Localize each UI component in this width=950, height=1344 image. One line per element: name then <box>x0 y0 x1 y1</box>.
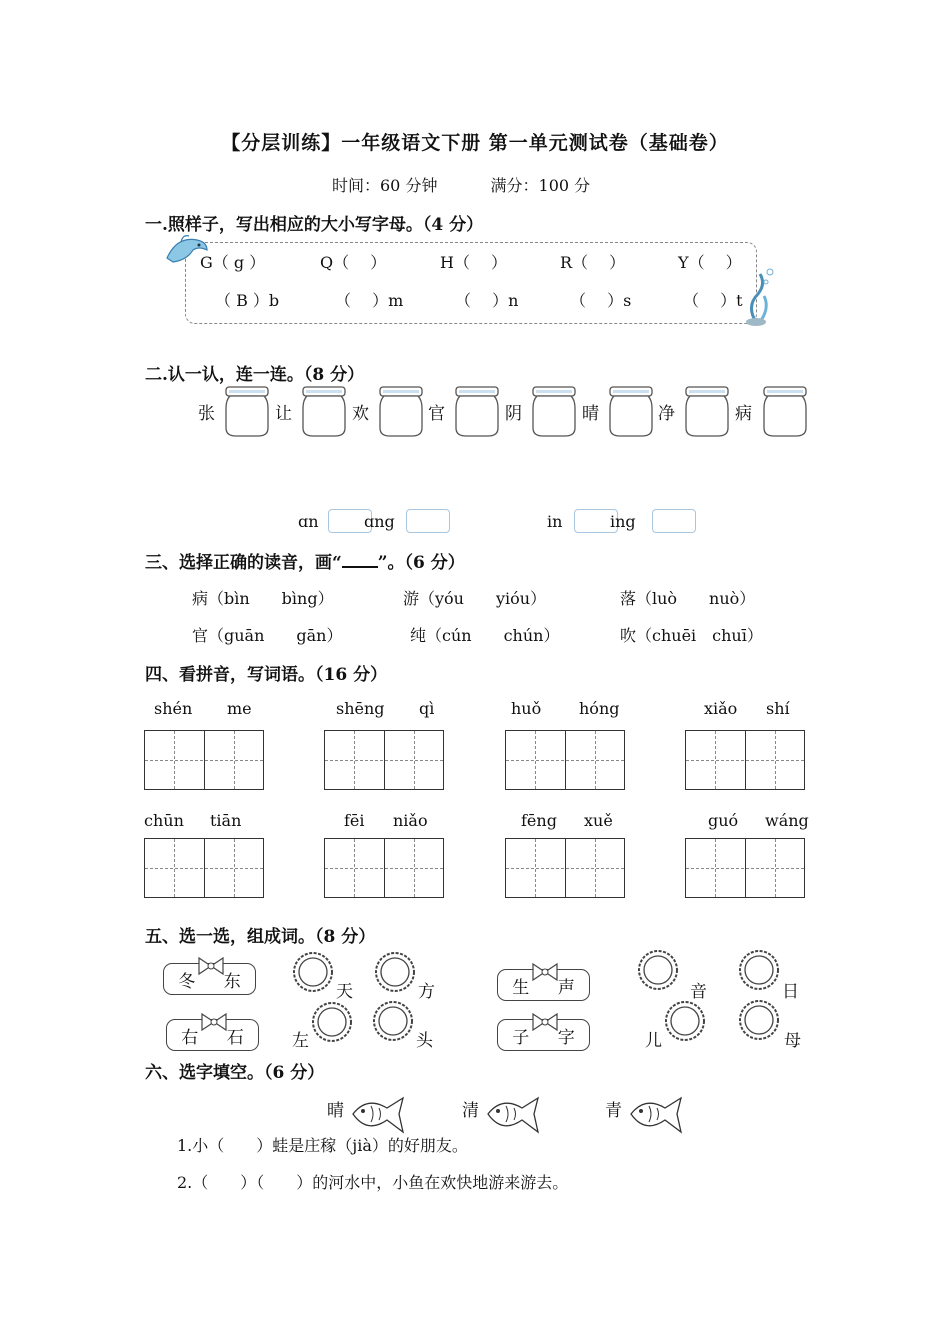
fish-icon <box>627 1092 685 1138</box>
reading-choice: 官（guān gān） <box>192 626 343 645</box>
reading-choice: 游（yóu yióu） <box>403 589 547 608</box>
char-label: 让 <box>275 404 292 424</box>
jar-icon <box>762 386 808 438</box>
section-1-heading: 一.照样子，写出相应的大小写字母。（4 分） <box>145 215 484 235</box>
card-char: 字 <box>557 1027 575 1048</box>
letter-pair: Q（ ） <box>320 253 387 272</box>
writing-grid[interactable] <box>505 838 625 898</box>
pinyin: xiǎo <box>704 699 738 718</box>
card-char: 石 <box>226 1027 244 1048</box>
flower-blank-icon[interactable] <box>292 951 334 993</box>
reading-choice: 病（bìn bìng） <box>192 589 334 608</box>
card-char: 子 <box>512 1027 530 1048</box>
pinyin: niǎo <box>393 811 428 830</box>
section-3-heading <box>145 548 465 573</box>
char-label: 官 <box>428 404 445 424</box>
word-char: 母 <box>784 1031 801 1051</box>
pinyin: chūn <box>144 811 184 830</box>
char-label: 病 <box>735 404 752 424</box>
pinyin: shén <box>154 699 193 718</box>
word-char: 日 <box>782 982 799 1002</box>
match-target[interactable] <box>652 509 696 533</box>
pinyin: tiān <box>210 811 242 830</box>
writing-grid[interactable] <box>685 730 805 790</box>
writing-grid[interactable] <box>505 730 625 790</box>
flower-blank-icon[interactable] <box>637 949 679 991</box>
bow-icon <box>530 962 560 982</box>
final-label: ɑng <box>364 512 395 531</box>
jar-icon <box>224 386 270 438</box>
pinyin: guó <box>708 811 739 830</box>
section-6-heading: 六、选字填空。（6 分） <box>145 1063 325 1083</box>
match-target[interactable] <box>406 509 450 533</box>
jar-icon <box>301 386 347 438</box>
flower-blank-icon[interactable] <box>738 949 780 991</box>
writing-grid[interactable] <box>144 838 264 898</box>
card-char: 声 <box>557 977 575 998</box>
bow-icon <box>196 956 226 976</box>
exam-score: 满分：100 分 <box>490 176 591 195</box>
flower-blank-icon[interactable] <box>311 1001 353 1043</box>
section-3-heading-prefix: 三、选择正确的读音，画“ <box>145 553 342 573</box>
writing-grid[interactable] <box>324 838 444 898</box>
card-char: 冬 <box>178 971 196 992</box>
flower-blank-icon[interactable] <box>738 999 780 1041</box>
jar-icon <box>684 386 730 438</box>
card-char: 生 <box>512 977 530 998</box>
fish-icon <box>484 1092 542 1138</box>
page-title: 【分层训练】一年级语文下册 第一单元测试卷（基础卷） <box>221 132 729 154</box>
option-char: 清 <box>462 1101 479 1121</box>
bow-icon <box>199 1012 229 1032</box>
final-label: ɑn <box>298 512 319 531</box>
letter-pair: H（ ） <box>440 253 508 272</box>
jar-icon <box>608 386 654 438</box>
pinyin: shēng <box>336 699 385 718</box>
word-char: 方 <box>418 982 435 1002</box>
bow-icon <box>530 1012 560 1032</box>
writing-grid[interactable] <box>324 730 444 790</box>
word-char: 音 <box>690 982 707 1002</box>
reading-choice: 落（luò nuò） <box>620 589 756 608</box>
letter-pair: （ ）t <box>683 291 743 310</box>
writing-grid[interactable] <box>685 838 805 898</box>
final-label: ing <box>610 512 636 531</box>
flower-blank-icon[interactable] <box>374 951 416 993</box>
char-label: 晴 <box>582 404 599 424</box>
card-char: 右 <box>181 1027 199 1048</box>
exam-meta <box>332 173 638 196</box>
writing-grid[interactable] <box>144 730 264 790</box>
pinyin: huǒ <box>511 699 542 718</box>
letter-pair: G（ g ） <box>200 253 266 272</box>
section-5-heading: 五、选一选，组成词。（8 分） <box>145 927 376 947</box>
word-char: 天 <box>336 982 353 1002</box>
jar-icon <box>454 386 500 438</box>
pinyin: wáng <box>765 811 809 830</box>
card-char: 东 <box>223 971 241 992</box>
fish-icon <box>349 1092 407 1138</box>
word-char: 左 <box>292 1031 309 1051</box>
word-char: 儿 <box>645 1031 662 1051</box>
letter-pair: （ ）m <box>335 291 404 310</box>
pinyin: qì <box>419 699 435 718</box>
char-label: 张 <box>198 404 215 424</box>
exam-time: 时间：60 分钟 <box>332 176 438 195</box>
char-label: 欢 <box>352 404 369 424</box>
flower-blank-icon[interactable] <box>664 1000 706 1042</box>
char-label: 阴 <box>505 404 522 424</box>
reading-choice: 纯（cún chún） <box>410 626 560 645</box>
question-1: 1.小（ ）蛙是庄稼（jià）的好朋友。 <box>177 1136 468 1155</box>
final-label: in <box>547 512 563 531</box>
option-char: 青 <box>605 1101 622 1121</box>
pinyin: fēng <box>521 811 557 830</box>
question-2: 2.（ ）（ ）的河水中，小鱼在欢快地游来游去。 <box>177 1173 569 1192</box>
pinyin: shí <box>766 699 790 718</box>
flower-blank-icon[interactable] <box>372 1000 414 1042</box>
letter-pair: R（ ） <box>560 253 626 272</box>
section-2-heading: 二.认一认，连一连。（8 分） <box>145 365 365 385</box>
letter-pair: （ ）n <box>455 291 519 310</box>
option-char: 晴 <box>327 1101 344 1121</box>
section-3-heading-suffix: ”。（6 分） <box>377 553 465 573</box>
jar-icon <box>531 386 577 438</box>
word-char: 头 <box>416 1031 433 1051</box>
char-label: 净 <box>658 404 675 424</box>
pinyin: hóng <box>579 699 620 718</box>
underline-blank <box>342 552 378 568</box>
pinyin: fēi <box>344 811 365 830</box>
jar-icon <box>378 386 424 438</box>
section-4-heading: 四、看拼音，写词语。（16 分） <box>145 665 388 685</box>
letter-pair: Y（ ） <box>678 253 742 272</box>
pinyin: me <box>227 699 252 718</box>
pinyin: xuě <box>584 811 613 830</box>
letter-pair: （ ）s <box>570 291 632 310</box>
reading-choice: 吹（chuēi chuī） <box>620 626 763 645</box>
letter-pair: （ B ）b <box>215 291 280 310</box>
